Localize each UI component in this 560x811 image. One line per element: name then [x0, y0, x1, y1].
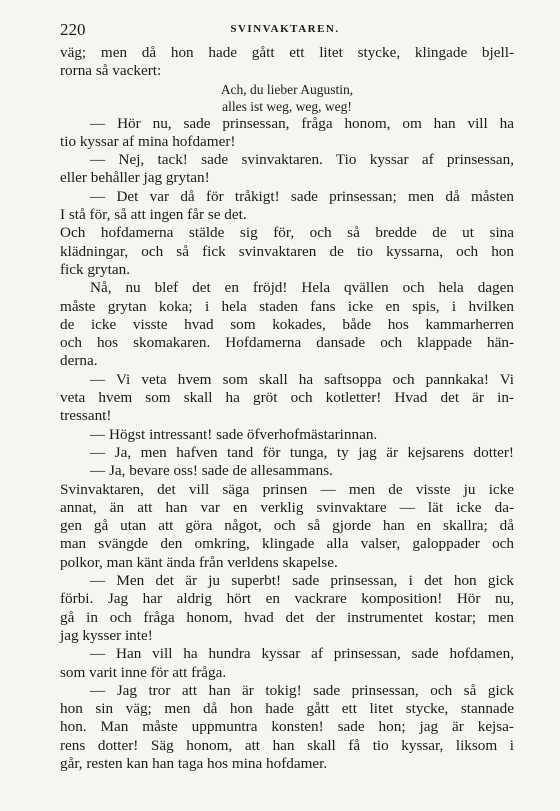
page-header: [60, 20, 510, 40]
text-line: hon sin väg; men då hon hade gått ett litet stycke, stannade: [60, 700, 514, 718]
text-line: Svinvaktaren, det vill säga prinsen — men de visste ju icke: [60, 480, 514, 498]
text-line: I stå för, så att ingen får se det.: [60, 206, 247, 224]
text-line: — Vi veta hvem som skall ha saftsoppa och pannkaka! Vi: [90, 370, 514, 388]
text-line: — Jag tror att han är tokig! sade prinsessan, och så gick: [90, 681, 514, 699]
text-line: tressant!: [60, 407, 112, 425]
text-line: — Hör nu, sade prinsessan, fråga honom, om han vill ha: [90, 114, 514, 132]
text-line: klädningar, och så fick svinvaktaren de tio kyssarna, och hon: [60, 242, 514, 260]
text-line: förbi. Jag har aldrig hört en vackrare komposition! Hör nu,: [60, 590, 514, 608]
text-line: gen gå utan att göra något, och så gjorde han en skallra; då: [60, 517, 514, 535]
text-line: och hos skomakaren. Hofdamerna dansade och klappade hän-: [60, 334, 514, 352]
text-line: väg; men då hon hade gått ett litet stycke, klingade bjell-: [60, 44, 514, 61]
text-line: — Det var då för tråkigt! sade prinsessan; men då måsten: [90, 187, 514, 205]
text-line: — Men det är ju superbt! sade prinsessan, i det hon gick: [90, 572, 514, 590]
text-line: — Han vill ha hundra kyssar af prinsessan, sade hofdamen,: [90, 645, 514, 663]
text-line: går, resten kan han taga hos mina hofdamer.: [60, 754, 328, 772]
text-line: eller behåller jag grytan!: [60, 169, 210, 187]
text-line: jag kysser inte!: [60, 626, 153, 644]
text-line: de icke visste hvad som kokades, både hos kammarherren: [60, 315, 514, 333]
text-line: — Högst intressant! sade öfverhofmästarinnan.: [90, 425, 378, 443]
text-line: hon. Man måste uppmuntra konsten! sade hon; jag är kejsa-: [60, 718, 514, 736]
text-line: — Ja, bevare oss! sade de allesammans.: [90, 462, 333, 480]
text-line: måste grytan koka; i hela staden fans icke en spis, i hvilken: [60, 297, 514, 315]
text-line: man svängde den omkring, klingade alla valser, galoppader och: [60, 535, 514, 553]
text-line: Och hofdamerna stälde sig för, och så bredde de ut sina: [60, 224, 514, 242]
text-line: gå in och fråga honom, hvad det der instrumentet kostar; men: [60, 608, 514, 626]
text-line: veta hvem som skall ha gröt och kotletter! Hvad det är in-: [60, 389, 514, 407]
running-head: SVINVAKTAREN.: [230, 23, 340, 35]
song-line: alles ist weg, weg, weg!: [222, 98, 352, 114]
text-line: annat, än att han var en verklig svinvaktare — lät icke da-: [60, 498, 514, 516]
text-line: — Ja, men hafven tand för tunga, ty jag är kejsarens dotter!: [90, 443, 514, 461]
text-line: — Nej, tack! sade svinvaktaren. Tio kyssar af prinsessan,: [90, 151, 514, 169]
text-line: rorna så vackert:: [60, 62, 162, 80]
text-line: fick grytan.: [60, 260, 131, 278]
text-line: rens dotter! Säg honom, att han skall få tio kyssar, liksom i: [60, 736, 514, 754]
text-line: polkor, man känt ända från verldens skapelse.: [60, 553, 338, 571]
page-body: [60, 44, 514, 773]
song-line: Ach, du lieber Augustin,: [220, 81, 354, 97]
page-number: 220: [60, 20, 86, 39]
text-line: Nå, nu blef det en fröjd! Hela qvällen och hela dagen: [90, 279, 514, 297]
text-line: tio kyssar af mina hofdamer!: [60, 132, 236, 150]
text-line: derna.: [60, 352, 98, 370]
text-line: som varit inne för att fråga.: [60, 663, 227, 681]
